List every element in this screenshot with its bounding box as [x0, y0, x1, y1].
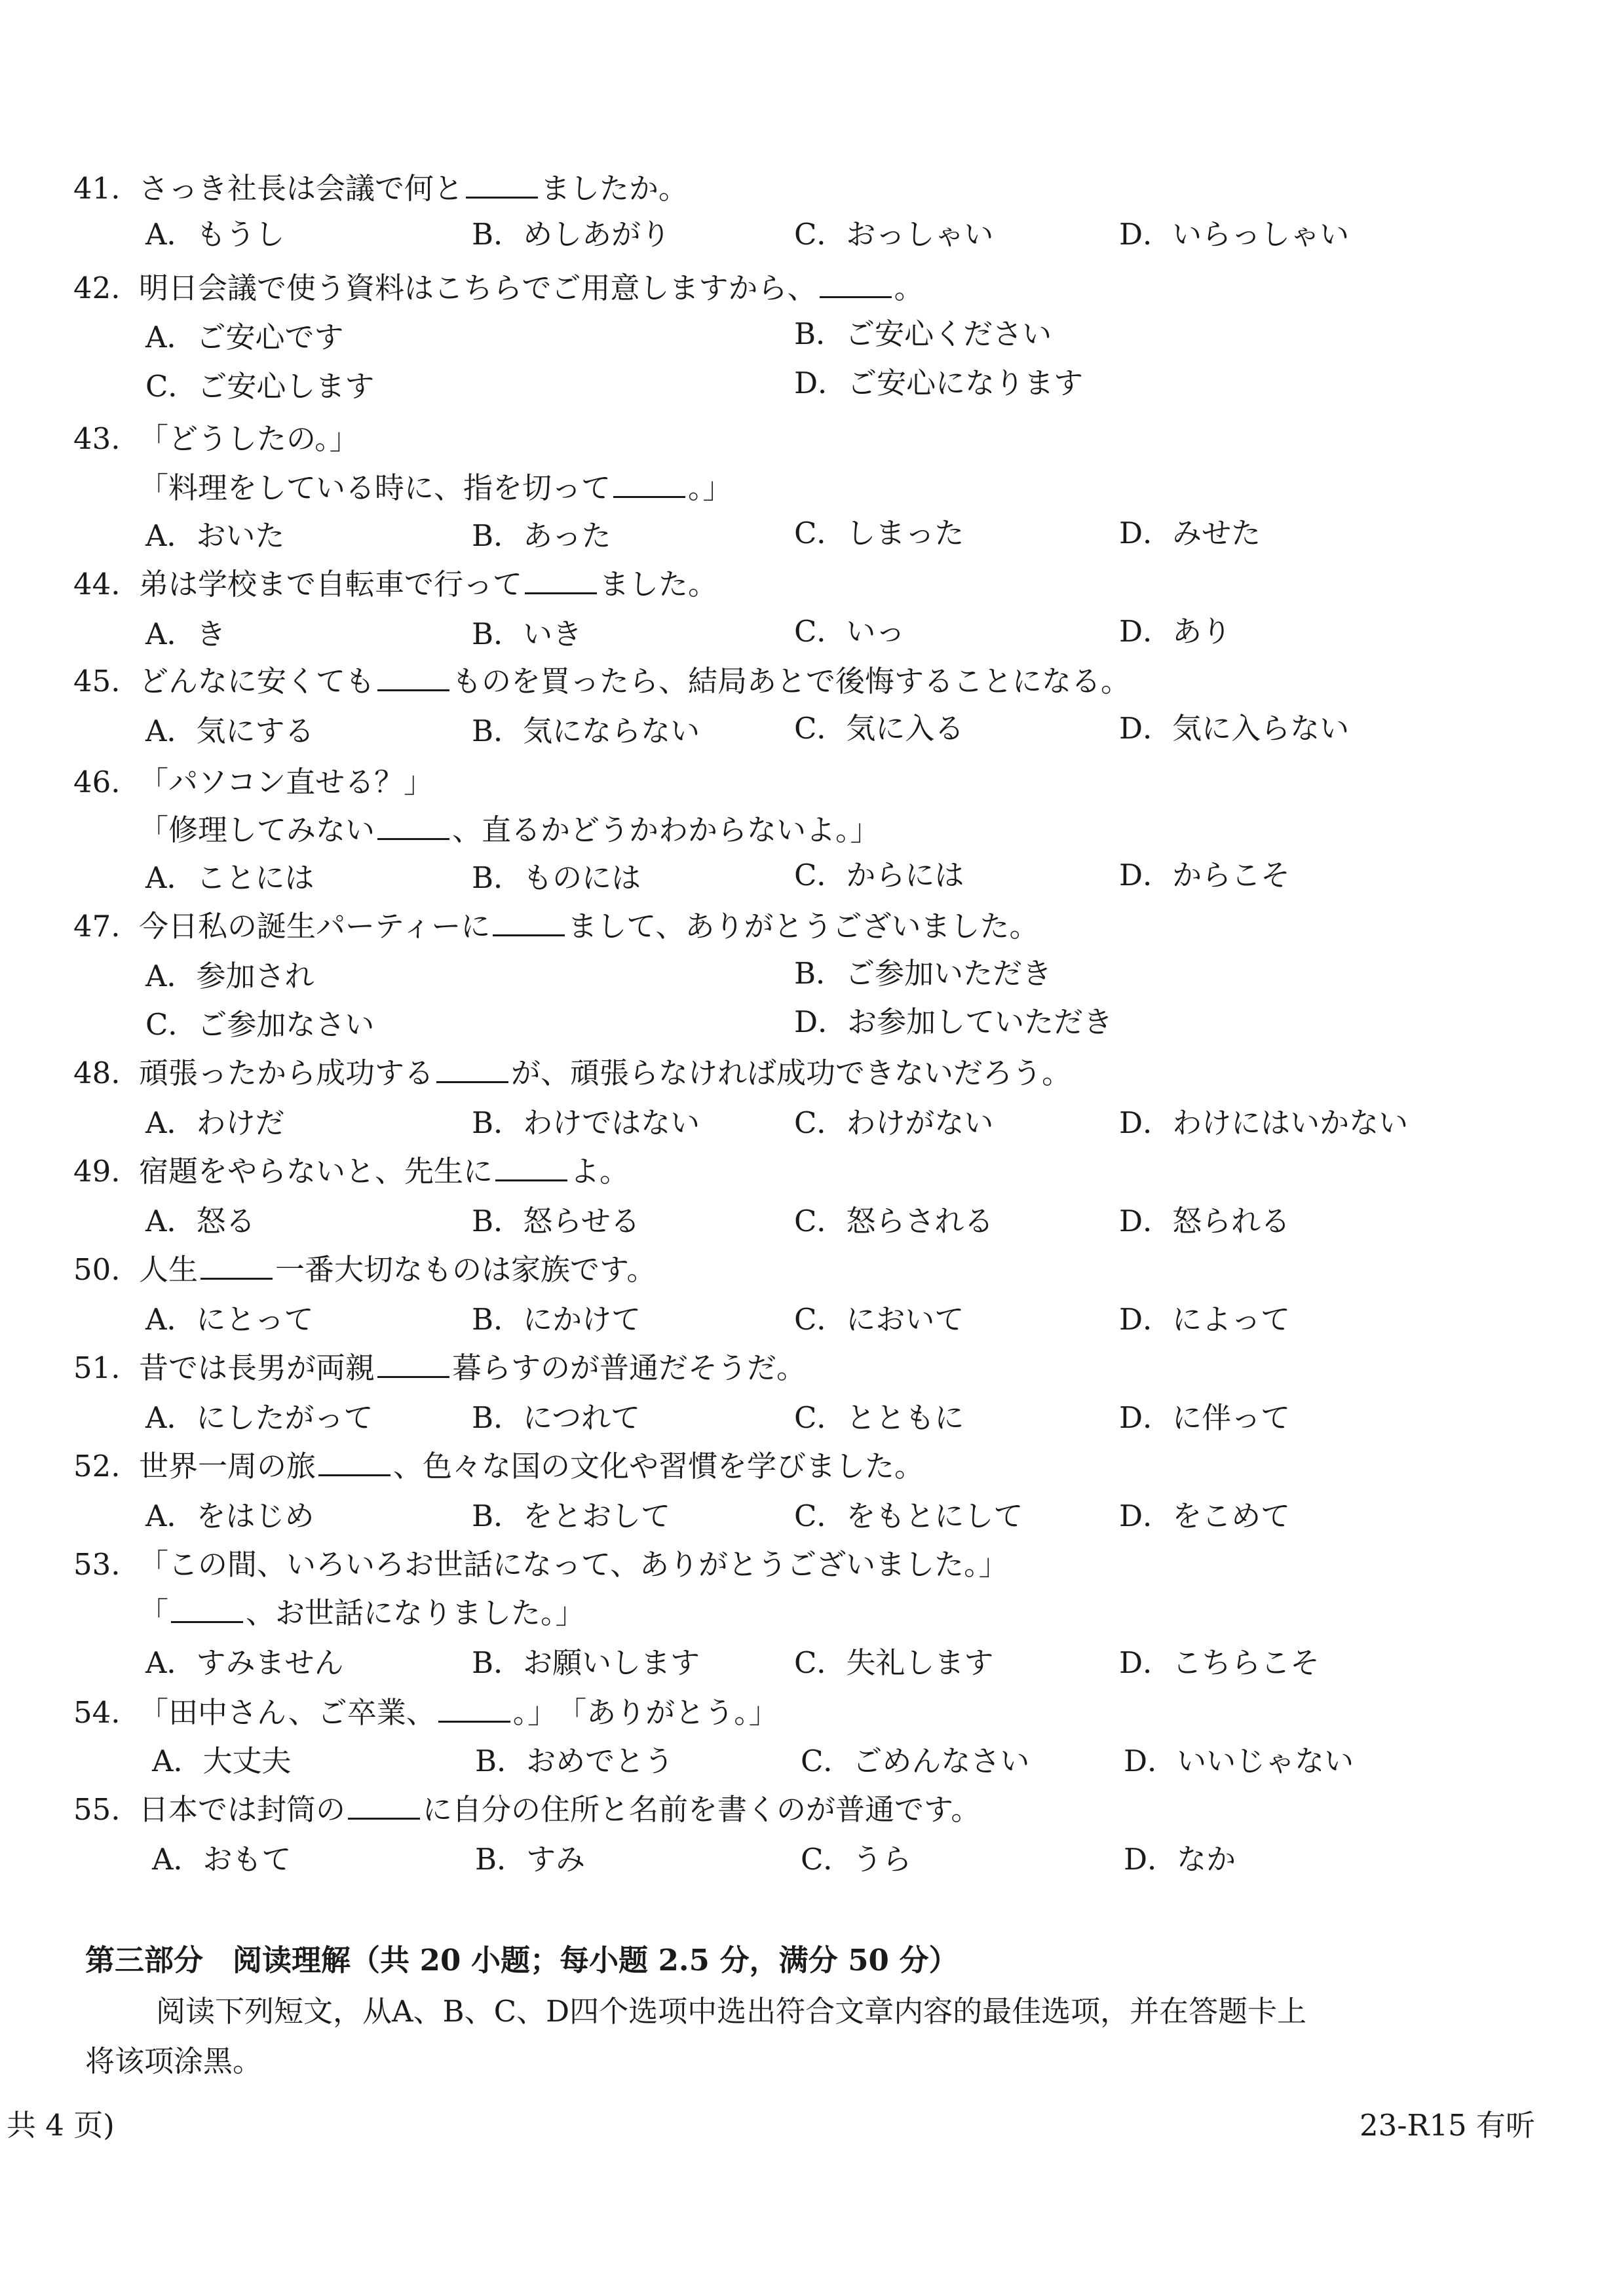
- answer-blank: [377, 1352, 449, 1378]
- question-number: 45.: [73, 664, 121, 698]
- question-44-option-c: C．いっ: [794, 614, 905, 649]
- question-51-option-b: B．につれて: [472, 1400, 641, 1435]
- question-45-stem: 45. どんなに安くても ものを買ったら、結局あとで後悔することになる。: [73, 662, 1130, 701]
- answer-blank: [466, 173, 538, 199]
- answer-blank: [377, 814, 449, 840]
- question-number: 44.: [73, 567, 121, 602]
- section-instruction: 阅读下列短文，从A、B、C、D四个选项中选出符合文章内容的最佳选项，并在答题卡上: [156, 1994, 1307, 2029]
- question-41-option-d: D．いらっしゃい: [1119, 217, 1350, 252]
- question-46-stem: 46. 「パソコン直せる？」: [73, 763, 433, 802]
- question-55-stem: 55. 日本では封筒の に自分の住所と名前を書くのが普通です。: [73, 1790, 980, 1829]
- question-49-option-a: A．怒る: [145, 1204, 256, 1238]
- question-number: 46.: [73, 765, 121, 799]
- question-48-option-c: C．わけがない: [794, 1105, 994, 1140]
- question-number: 42.: [73, 271, 121, 305]
- question-49-stem: 49. 宿題をやらないと、先生に よ。: [73, 1152, 629, 1191]
- question-53-option-b: B．お願いします: [472, 1645, 700, 1680]
- question-48-option-a: A．わけだ: [145, 1105, 285, 1140]
- question-47-option-c: C．ご参加なさい: [145, 1007, 375, 1042]
- question-48-stem: 48. 頑張ったから成功する が、頑張らなければ成功できないだろう。: [73, 1054, 1071, 1093]
- question-52-option-b: B．をとおして: [472, 1499, 671, 1533]
- question-number: 41.: [73, 171, 121, 206]
- question-52-option-a: A．をはじめ: [145, 1499, 314, 1533]
- question-42-stem: 42. 明日会議で使う資料はこちらでご用意しますから、 。: [73, 269, 924, 308]
- question-50-option-c: C．において: [794, 1302, 964, 1337]
- question-number: 43.: [73, 421, 121, 456]
- question-55-option-a: A．おもて: [152, 1842, 292, 1877]
- question-44-option-b: B．いき: [472, 617, 582, 651]
- question-number: 49.: [73, 1154, 121, 1189]
- question-53-stem: 53. 「この間、いろいろお世話になって、ありがとうございました。」: [73, 1545, 1008, 1584]
- question-46-stem-line2: 「修理してみない 、直るかどうかわからないよ。」: [139, 813, 880, 847]
- question-46-option-d: D．からこそ: [1119, 858, 1291, 892]
- question-54-option-c: C．ごめんなさい: [801, 1744, 1030, 1778]
- question-50-stem: 50. 人生 一番大切なものは家族です。: [73, 1250, 656, 1290]
- question-54-option-b: B．おめでとう: [475, 1744, 674, 1778]
- answer-blank: [171, 1598, 243, 1623]
- question-46-option-c: C．からには: [794, 858, 964, 892]
- question-47-option-b: B．ご参加いただき: [794, 956, 1052, 991]
- question-48-option-d: D．わけにはいかない: [1119, 1105, 1409, 1140]
- question-44-option-d: D．あり: [1119, 614, 1232, 649]
- question-number: 53.: [73, 1547, 121, 1582]
- question-55-option-c: C．うら: [801, 1842, 912, 1877]
- question-47-stem: 47. 今日私の誕生パーティーに まして、ありがとうございました。: [73, 907, 1039, 946]
- question-52-option-c: C．をもとにして: [794, 1499, 1023, 1533]
- question-41-option-a: A．もうし: [145, 217, 285, 252]
- question-number: 50.: [73, 1252, 121, 1287]
- question-53-stem-line2: 「 、お世話になりました。」: [139, 1596, 585, 1630]
- question-41-stem: 41. さっき社長は会議で何と ましたか。: [73, 169, 688, 208]
- question-55-option-d: D．なか: [1124, 1842, 1236, 1877]
- question-42-option-c: C．ご安心します: [145, 369, 375, 404]
- question-43-option-a: A．おいた: [145, 518, 285, 553]
- question-51-option-d: D．に伴って: [1119, 1400, 1291, 1435]
- question-45-option-d: D．気に入らない: [1119, 711, 1350, 746]
- question-43-option-d: D．みせた: [1119, 516, 1261, 550]
- question-53-option-c: C．失礼します: [794, 1645, 994, 1680]
- question-42-option-b: B．ご安心ください: [794, 316, 1052, 351]
- question-45-option-c: C．気に入る: [794, 711, 964, 746]
- answer-blank: [377, 666, 449, 691]
- question-number: 51.: [73, 1350, 121, 1385]
- question-50-option-b: B．にかけて: [472, 1302, 641, 1337]
- question-46-option-a: A．ことには: [145, 860, 314, 895]
- question-50-option-d: D．によって: [1119, 1302, 1291, 1337]
- question-54-stem: 54. 「田中さん、ご卒業、 。」 「ありがとう。」: [73, 1693, 778, 1732]
- answer-blank: [438, 1697, 510, 1723]
- question-52-stem: 52. 世界一周の旅 、色々な国の文化や習慣を学びました。: [73, 1447, 924, 1486]
- question-41-option-c: C．おっしゃい: [794, 217, 994, 252]
- question-47-option-a: A．参加され: [145, 959, 314, 993]
- question-55-option-b: B．すみ: [475, 1842, 586, 1877]
- answer-blank: [200, 1254, 273, 1280]
- question-43-stem: 43. 「どうしたの。」: [73, 419, 359, 459]
- answer-blank: [493, 911, 565, 936]
- answer-blank: [495, 1156, 567, 1181]
- question-49-option-d: D．怒られる: [1119, 1204, 1291, 1238]
- section-instruction-continued: 将该项涂黑。: [85, 2044, 263, 2078]
- answer-blank: [318, 1451, 390, 1476]
- question-50-option-a: A．にとって: [145, 1302, 314, 1337]
- question-number: 54.: [73, 1695, 121, 1730]
- question-42-option-d: D．ご安心になります: [794, 366, 1084, 400]
- question-43-option-c: C．しまった: [794, 516, 964, 550]
- question-number: 48.: [73, 1056, 121, 1090]
- question-54-option-a: A．大丈夫: [152, 1744, 292, 1778]
- question-47-option-d: D．お参加していただき: [794, 1004, 1113, 1039]
- question-54-option-d: D．いいじゃない: [1124, 1744, 1354, 1778]
- question-41-option-b: B．めしあがり: [472, 217, 671, 252]
- question-number: 47.: [73, 909, 121, 944]
- question-48-option-b: B．わけではない: [472, 1105, 700, 1140]
- question-45-option-a: A．気にする: [145, 714, 314, 748]
- question-51-option-a: A．にしたがって: [145, 1400, 373, 1435]
- section-title: 第三部分 阅读理解（共 20 小题；每小题 2.5 分，满分 50 分）: [85, 1943, 959, 1978]
- answer-blank: [436, 1058, 508, 1083]
- page-count: 共 4 页): [7, 2108, 115, 2143]
- question-53-option-a: A．すみません: [145, 1645, 344, 1680]
- question-43-option-b: B．あった: [472, 518, 611, 553]
- question-number: 52.: [73, 1449, 121, 1483]
- question-51-option-c: C．とともに: [794, 1400, 964, 1435]
- answer-blank: [525, 569, 597, 594]
- question-45-option-b: B．気にならない: [472, 714, 700, 748]
- answer-blank: [613, 472, 685, 498]
- question-49-option-c: C．怒らされる: [794, 1204, 994, 1238]
- question-46-option-b: B．ものには: [472, 860, 641, 895]
- question-44-stem: 44. 弟は学校まで自転車で行って ました。: [73, 565, 717, 604]
- answer-blank: [348, 1794, 420, 1820]
- question-52-option-d: D．をこめて: [1119, 1499, 1291, 1533]
- question-44-option-a: A．き: [145, 617, 226, 651]
- question-51-stem: 51. 昔では長男が両親 暮らすのが普通だそうだ。: [73, 1349, 806, 1388]
- question-number: 55.: [73, 1792, 121, 1827]
- paper-code: 23-R15 有听: [1360, 2108, 1535, 2143]
- answer-blank: [820, 273, 892, 298]
- question-53-option-d: D．こちらこそ: [1119, 1645, 1320, 1680]
- question-49-option-b: B．怒らせる: [472, 1204, 640, 1238]
- question-42-option-a: A．ご安心です: [145, 320, 344, 354]
- question-43-stem-line2: 「料理をしている時に、指を切って 。」: [139, 470, 733, 505]
